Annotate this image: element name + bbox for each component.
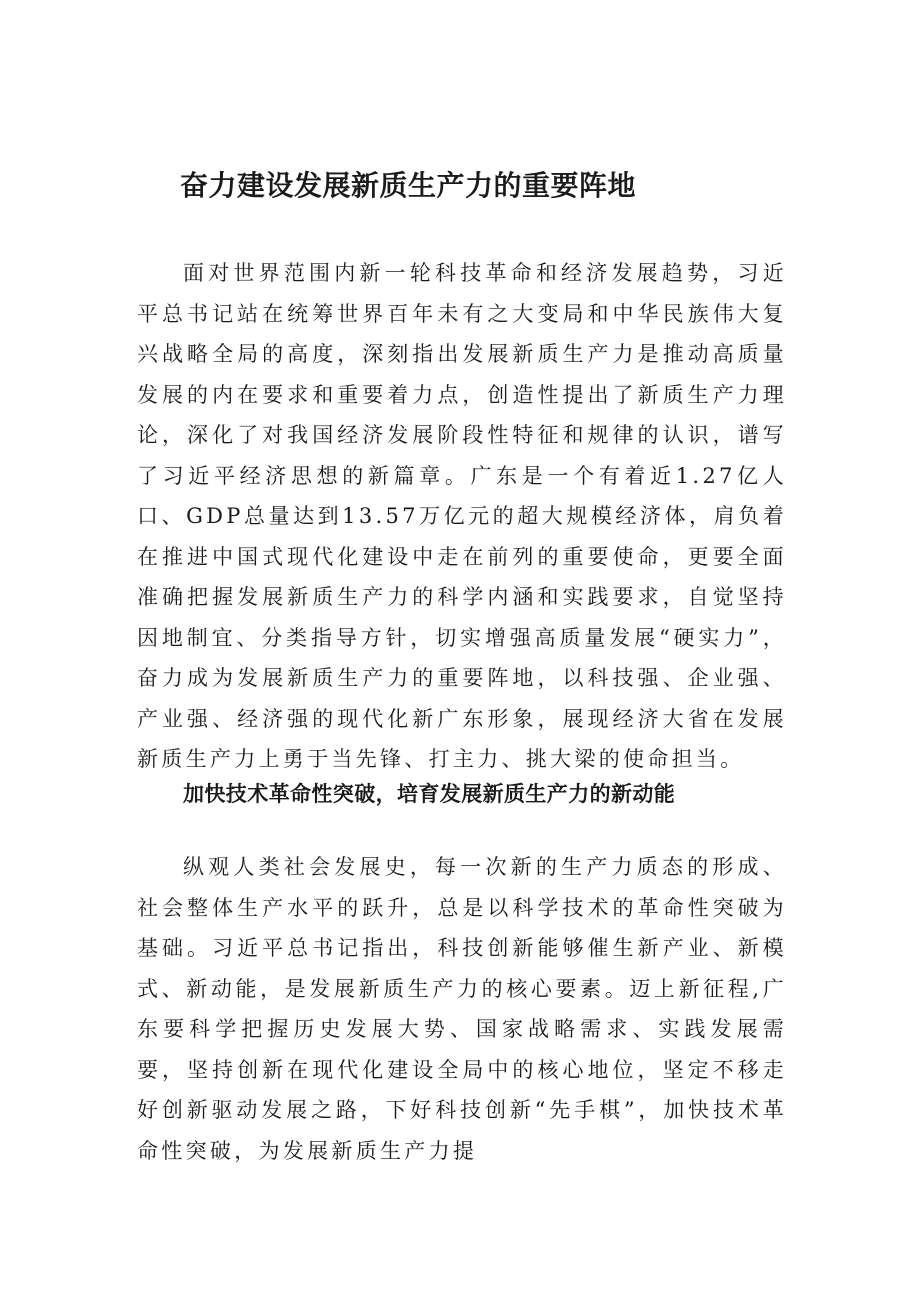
body-paragraph-1: 面对世界范围内新一轮科技革命和经济发展趋势，习近平总书记站在统筹世界百年未有之大变局和中华民族伟大复兴战略全局的高度，深刻指出发展新质生产力是推动高质量发展的内在要求和重要着力点，创造性提出了新质生产力理论，深化了对我国经济发展阶段性特征和规律的认识，谱写了习近平经济思想的新篇章。广东是一个有着近1.27亿人口、GDP总量达到13.57万亿元的超大规模经济体，肩负着在推进中国式现代化建设中走在前列的重要使命，更要全面准确把握发展新质生产力的科学内涵和实践要求，自觉坚持因地制宜、分类指导方针，切实增强高质量发展“硬实力”，奋力成为发展新质生产力的重要阵地，以科技强、企业强、产业强、经济强的现代化新广东形象，展现经济大省在发展新质生产力上勇于当先锋、打主力、挑大梁的使命担当。 [137, 261, 787, 771]
section-heading: 加快技术革命性突破，培育发展新质生产力的新动能 [183, 782, 676, 806]
body-paragraph-2: 纵观人类社会发展史，每一次新的生产力质态的形成、社会整体生产水平的跃升，总是以科学技术的革命性突破为基础。习近平总书记指出，科技创新能够催生新产业、新模式、新动能，是发展新质生产力的核心要素。迈上新征程,广东要科学把握历史发展大势、国家战略需求、实践发展需要，坚持创新在现代化建设全局中的核心地位，坚定不移走好创新驱动发展之路，下好科技创新“先手棋”，加快技术革命性突破，为发展新质生产力提 [137, 855, 787, 1163]
document-title: 奋力建设发展新质生产力的重要阵地 [180, 169, 637, 202]
